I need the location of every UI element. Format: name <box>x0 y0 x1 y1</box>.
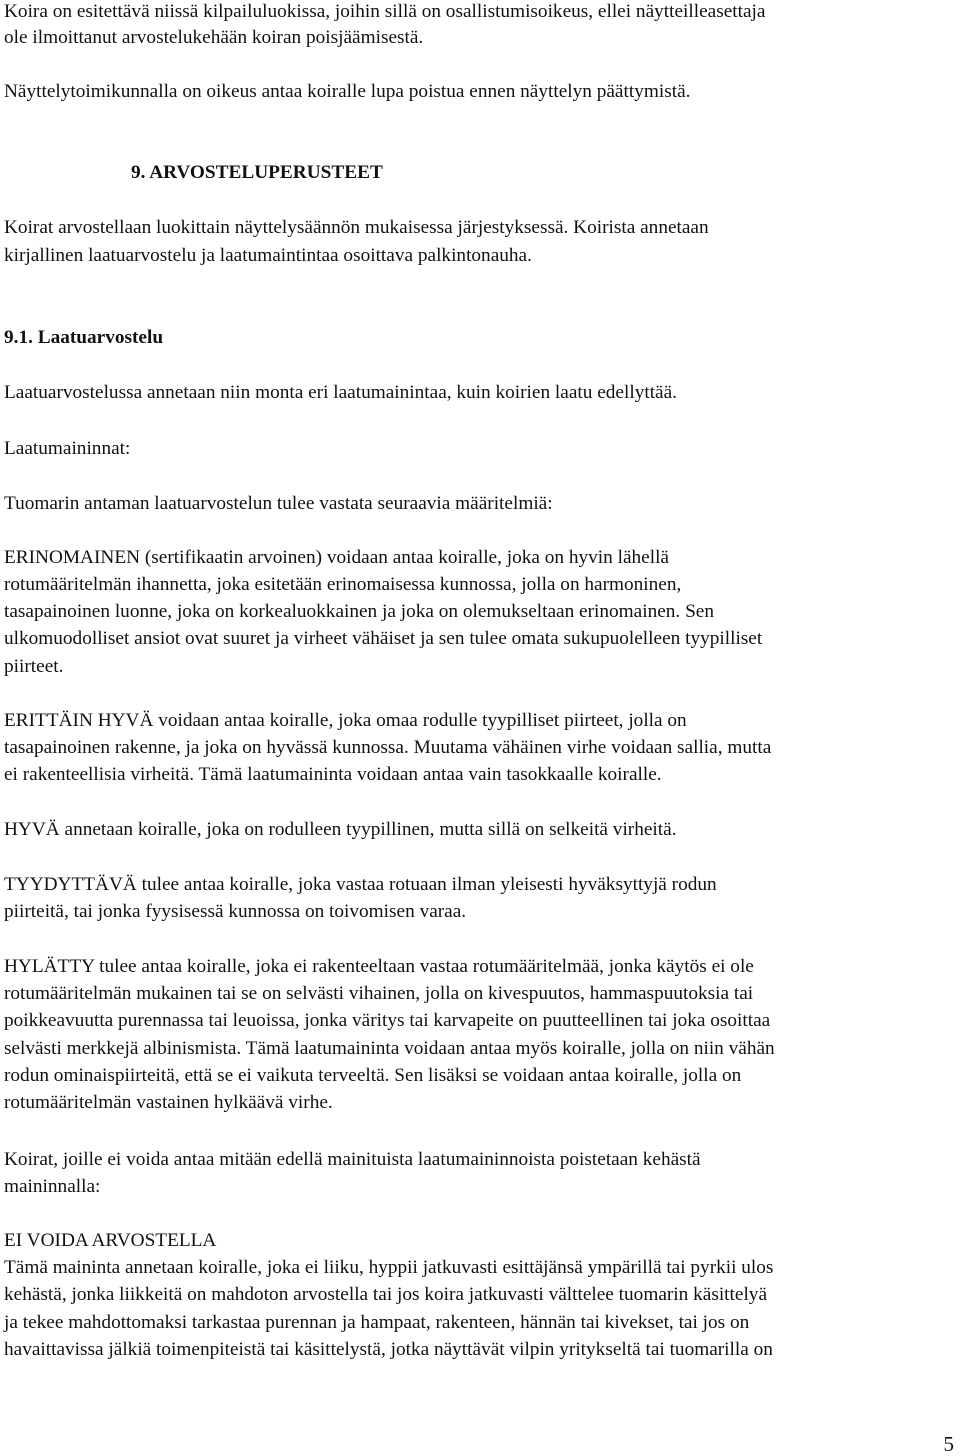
page-number: 5 <box>943 1432 954 1456</box>
paragraph-ei-voida-line-2: kehästä, jonka liikkeitä on mahdoton arvostella tai jos koira jatkuvasti välttelee tuomarin käsittelyä <box>4 1284 768 1305</box>
paragraph-removed-line-1: Koirat, joille ei voida antaa mitään edellä mainituista laatumaininnoista poistetaan kehästä <box>4 1149 701 1170</box>
paragraph-9-line-1: Koirat arvostellaan luokittain näyttelysäännön mukaisessa järjestyksessä. Koirista annetaan <box>4 217 709 238</box>
paragraph-erinomainen-line-2: rotumääritelmän ihannetta, joka esitetään erinomaisessa kunnossa, jolla on harmoninen, <box>4 574 682 595</box>
paragraph-eligibility-line-2: ole ilmoittanut arvostelukehään koiran poisjäämisestä. <box>4 27 424 48</box>
paragraph-tyydyttava-line-2: piirteitä, tai jonka fyysisessä kunnossa on toivomisen varaa. <box>4 901 467 922</box>
paragraph-erittain-hyva-line-3: ei rakenteellisia virheitä. Tämä laatumaininta voidaan antaa vain tasokkaalle koiralle. <box>4 764 662 785</box>
paragraph-9-1: Laatuarvostelussa annetaan niin monta eri laatumainintaa, kuin koirien laatu edellyttää. <box>4 382 677 403</box>
paragraph-tyydyttava-line-1: TYYDYTTÄVÄ tulee antaa koiralle, joka vastaa rotuaan ilman yleisesti hyväksyttyjä rodun <box>4 874 717 895</box>
paragraph-eligibility-line-1: Koira on esitettävä niissä kilpailuluokissa, joihin sillä on osallistumisoikeus, ellei näytteilleasettaja <box>4 1 766 22</box>
paragraph-removed-line-2: maininnalla: <box>4 1176 101 1197</box>
paragraph-9-line-2: kirjallinen laatuarvostelu ja laatumaintintaa osoittava palkintonauha. <box>4 245 532 266</box>
paragraph-ei-voida-line-1: Tämä maininta annetaan koiralle, joka ei liiku, hyppii jatkuvasti esittäjänsä ympärillä tai pyrkii ulos <box>4 1257 774 1278</box>
paragraph-hylatty-line-2: rotumääritelmän mukainen tai se on selvästi vihainen, jolla on kivespuutos, hammaspuutoksia tai <box>4 983 754 1004</box>
paragraph-ei-voida-line-3: ja tekee mahdottomaksi tarkastaa purennan ja hampaat, rakenteen, hännän tai kivekset, tai jos on <box>4 1312 750 1333</box>
paragraph-ei-voida-line-4: havaittavissa jälkiä toimenpiteistä tai käsittelystä, jotka näyttävät vilpin yritykseltä tai tuomarilla on <box>4 1339 773 1360</box>
paragraph-definitions-intro: Tuomarin antaman laatuarvostelun tulee vastata seuraavia määritelmiä: <box>4 493 553 514</box>
paragraph-hylatty-line-6: rotumääritelmän vastainen hylkäävä virhe. <box>4 1092 333 1113</box>
paragraph-erinomainen-line-4: ulkomuodolliset ansiot ovat suuret ja virheet vähäiset ja sen tulee omata sukupuolelleen tyypilliset <box>4 628 763 649</box>
paragraph-erinomainen-line-3: tasapainoinen luonne, joka on korkealuokkainen ja joka on olemukseltaan erinomainen. Sen <box>4 601 714 622</box>
paragraph-hyva: HYVÄ annetaan koiralle, joka on rodulleen tyypillinen, mutta sillä on selkeitä virheitä. <box>4 819 677 840</box>
paragraph-hylatty-line-1: HYLÄTTY tulee antaa koiralle, joka ei rakenteeltaan vastaa rotumääritelmää, jonka käytös ei ole <box>4 956 754 977</box>
paragraph-erinomainen-line-5: piirteet. <box>4 656 64 677</box>
section-heading-9: 9. ARVOSTELUPERUSTEET <box>131 162 383 183</box>
label-laatumaininnat: Laatumaininnat: <box>4 438 131 459</box>
paragraph-hylatty-line-5: rodun ominaispiirteitä, että se ei vaikuta terveeltä. Sen lisäksi se voidaan antaa koiralle, jolla on <box>4 1065 742 1086</box>
paragraph-hylatty-line-3: poikkeavuutta purennassa tai leuoissa, jonka väritys tai karvapeite on puutteellinen tai joka osoittaa <box>4 1010 771 1031</box>
heading-ei-voida-arvostella: EI VOIDA ARVOSTELLA <box>4 1230 217 1251</box>
paragraph-erinomainen-line-1: ERINOMAINEN (sertifikaatin arvoinen) voidaan antaa koiralle, joka on hyvin lähellä <box>4 547 669 568</box>
paragraph-erittain-hyva-line-1: ERITTÄIN HYVÄ voidaan antaa koiralle, joka omaa rodulle tyypilliset piirteet, jolla on <box>4 710 687 731</box>
paragraph-leave: Näyttelytoimikunnalla on oikeus antaa koiralle lupa poistua ennen näyttelyn päättymistä. <box>4 81 691 102</box>
paragraph-erittain-hyva-line-2: tasapainoinen rakenne, ja joka on hyvässä kunnossa. Muutama vähäinen virhe voidaan sallia, mutta <box>4 737 772 758</box>
paragraph-hylatty-line-4: selvästi merkkejä albinismista. Tämä laatumaininta voidaan antaa myös koiralle, jolla on niin vähän <box>4 1038 775 1059</box>
section-heading-9-1: 9.1. Laatuarvostelu <box>4 327 164 348</box>
